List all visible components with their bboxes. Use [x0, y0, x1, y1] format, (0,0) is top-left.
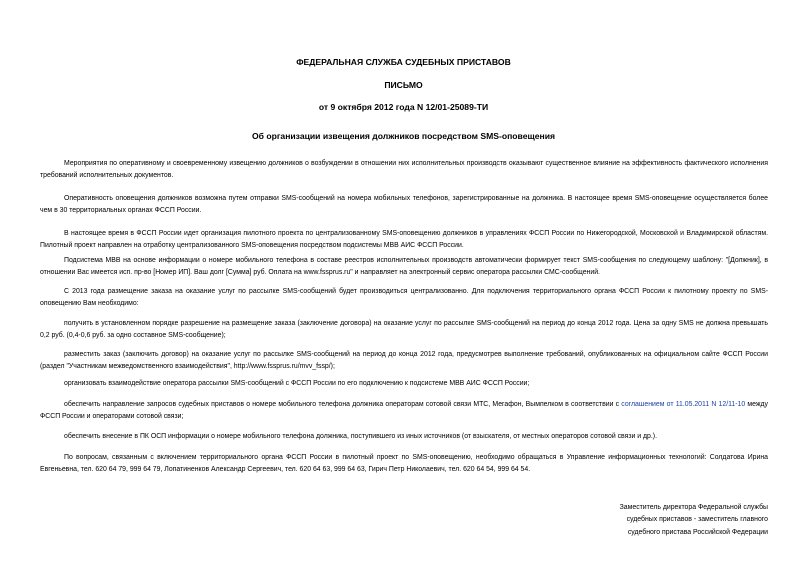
paragraph-9-text-start: обеспечить направление запросов судебных приставов о номере мобильного телефона должника операторам сотовой связи МТС, Мегафон, Вымпелком в соответствии с: [64, 401, 622, 408]
agreement-link[interactable]: соглашением от 11.05.2011 N 12/11-10: [621, 401, 746, 408]
paragraph-6: получить в установленном порядке разрешение на размещение заказа (заключение договора) на оказание услуг по рассылке SMS-сообщений на период до конца 2012 года. Цена за одну SMS не должна превышать 0,2 руб. (0,4-0,6 руб. за одно составное SMS-сообщение);: [40, 320, 768, 340]
paragraph-4: Подсистема МВВ на основе информации о номере мобильного телефона в составе реестров исполнительных производств автоматически формирует текст SMS-сообщения по следующему шаблону: "[Должник], в отношении Вас имеется исп. пр-во [Номер ИП]. Ваш долг [Сумма] руб. Оплата на www.fssprus.ru" и направляет на электронный сервис оператора рассылки СМС-сообщений.: [40, 257, 768, 277]
paragraph-1: Мероприятия по оперативному и своевременному извещению должников о возбуждении в отношении них исполнительных производств оказывают существенное влияние на эффективность фактического исполнения требований исполнительных документов.: [40, 160, 768, 180]
paragraph-8: организовать взаимодействие оператора рассылки SMS-сообщений с ФССП России по его подключению к подсистеме МВВ АИС ФССП России;: [64, 380, 530, 387]
signature-line-1: Заместитель директора Федеральной службы: [619, 504, 768, 511]
paragraph-3: В настоящее время в ФССП России идет организация пилотного проекта по централизованному SMS-оповещению должников в управлениях ФССП России по Нижегородской, Московской и Владимирской областям. Пилотный проект направлен на отработку централизованного SMS-оповещения посредством подсистемы МВВ АИС ФССП России.: [40, 230, 768, 250]
paragraph-2: Оперативность оповещения должников возможна путем отправки SMS-сообщений на номера мобильных телефонов, зарегистрированные на должника. В настоящее время SMS-оповещение осуществляется более чем в 30 территориальных органах ФССП России.: [40, 195, 768, 215]
signature-block: [560, 502, 768, 539]
paragraph-5: С 2013 года размещение заказа на оказание услуг по рассылке SMS-сообщений будет производиться централизованно. Для подключения территориального органа ФССП России к пилотному проекту по SMS-оповещению Вам необходимо:: [40, 288, 768, 308]
paragraph-9-text-end: между ФССП России и операторами сотовой связи;: [40, 401, 769, 421]
paragraph-7: разместить заказ (заключить договор) на оказание услуг по рассылке SMS-сообщений на период до конца 2012 года, предусмотрев выполнение требований, опубликованных на официальном сайте ФССП России (раздел "Участникам межведомственного взаимодействия", http://www.fssprus.ru/mvv_fssp/);: [40, 351, 768, 371]
document-type: ПИСЬМО: [384, 80, 423, 90]
paragraph-9: [40, 399, 768, 423]
signature-line-2: судебных приставов - заместитель главного: [626, 516, 768, 524]
document-date-number: от 9 октября 2012 года N 12/01-25089-ТИ: [318, 102, 489, 112]
signature-line-3: судебного пристава Российской Федерации: [627, 528, 768, 536]
paragraph-11: По вопросам, связанным с включением территориального органа ФССП России в пилотный проект по SMS-оповещению, необходимо обращаться в Управление информационных технологий: Солдатова Ирина Евгеньевна, тел. 620 64 79, 999 64 79, Лопатиненков Александр Сергеевич, тел. 620 64 63, 999 64 63, Гирич Петр Николаевич, тел. 620 64 54, 999 64 54.: [40, 454, 768, 474]
paragraph-10: обеспечить внесение в ПК ОСП информации о номере мобильного телефона должника, поступившего из иных источников (от взыскателя, от местных операторов сотовой связи и др.).: [64, 433, 658, 440]
document-title: Об организации извещения должников посредством SMS-оповещения: [251, 131, 556, 141]
agency-name: ФЕДЕРАЛЬНАЯ СЛУЖБА СУДЕБНЫХ ПРИСТАВОВ: [296, 57, 511, 67]
